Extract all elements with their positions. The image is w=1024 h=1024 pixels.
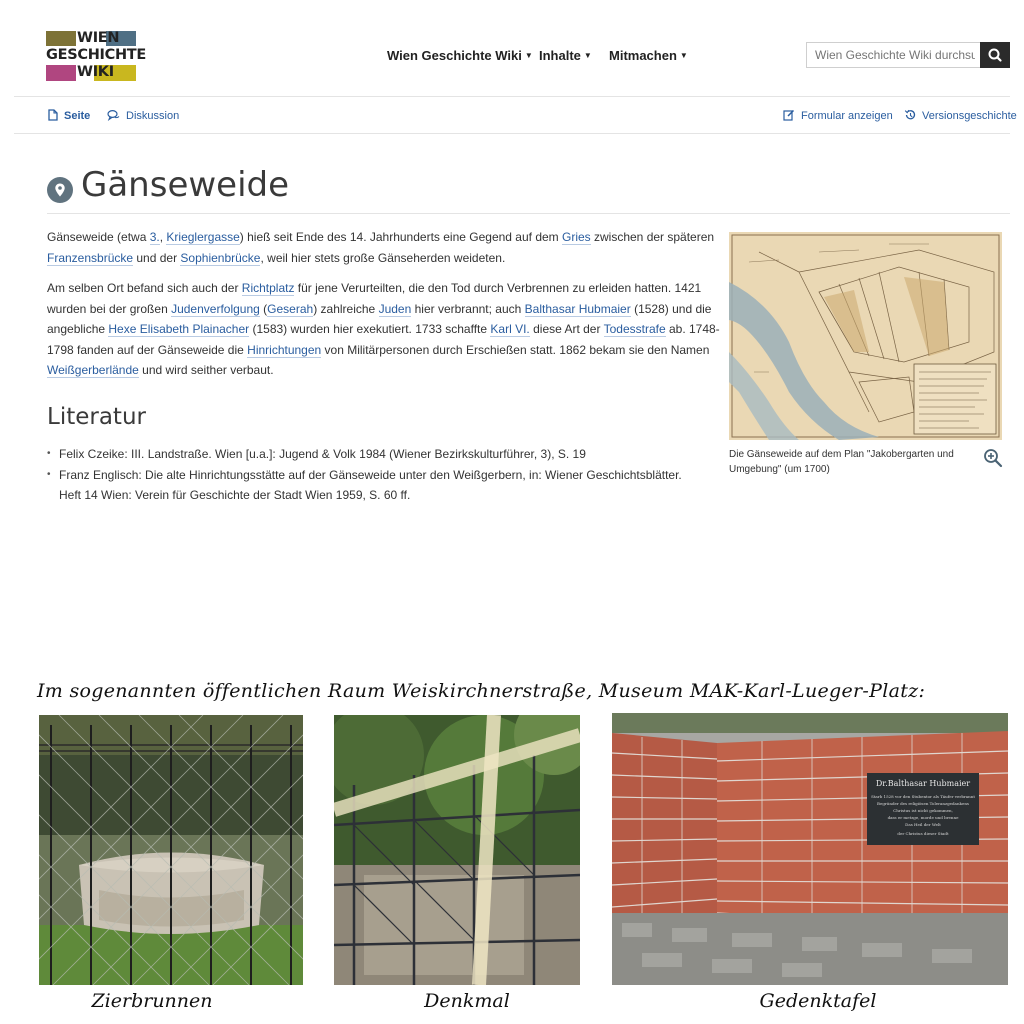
link-elisabeth-plainacher[interactable]: Hexe Elisabeth Plainacher: [108, 322, 250, 336]
text: , weil hier stets große Gänseherden weideten.: [260, 250, 506, 265]
history-link[interactable]: [904, 109, 1017, 122]
text: ab. 1748-1798 fanden auf der Gänseweide die: [47, 322, 720, 357]
logo-text-wien: WIEN: [77, 30, 120, 46]
history-label: Versionsgeschichte: [922, 110, 1017, 122]
photo-zierbrunnen-image: [39, 715, 303, 985]
photo-zierbrunnen[interactable]: [39, 715, 303, 985]
caption-denkmal: Denkmal: [424, 990, 510, 1012]
logo-text-wiki: WIKI: [77, 64, 114, 80]
text: und der: [133, 250, 181, 265]
text: hier verbrannt; auch: [411, 301, 525, 316]
link-gries[interactable]: Gries: [562, 230, 591, 244]
photo-gedenktafel[interactable]: [612, 713, 1008, 985]
link-franzensbruecke[interactable]: Franzensbrücke: [47, 250, 134, 265]
logo-block-olive: [46, 31, 76, 46]
logo-text-geschichte: GESCHICHTE: [46, 47, 146, 63]
page-icon: [48, 109, 58, 121]
tab-discussion[interactable]: [107, 109, 179, 122]
discussion-icon: [107, 109, 120, 121]
literature-list: [47, 444, 707, 506]
photo-denkmal-image: [334, 715, 580, 985]
link-weissgerberlaende[interactable]: Weißgerberlände: [47, 363, 139, 377]
photo-gedenktafel-image: [612, 713, 1008, 985]
literature-item: • Felix Czeike: III. Landstraße. Wien [u.a.]: Jugend & Volk 1984 (Wiener Bezirkskulturführer, 3), S. 19: [47, 444, 707, 465]
tab-discussion-label: Diskussion: [126, 110, 180, 122]
caret-down-icon: ▼: [524, 51, 533, 60]
link-juden[interactable]: Juden: [378, 301, 412, 316]
text: diese Art der: [529, 322, 604, 336]
link-karl-vi[interactable]: Karl VI.: [490, 322, 530, 336]
link-todesstrafe[interactable]: Todesstrafe: [603, 322, 666, 336]
plaque-title: Dr.Balthasar Hubmaier: [875, 779, 971, 788]
intro-paragraph: [47, 227, 727, 268]
logo-block-magenta: [46, 65, 76, 81]
plaque-line: Christus ist nicht gekommen,: [893, 808, 953, 813]
link-krieglergasse[interactable]: Krieglergasse: [166, 230, 240, 244]
nav-label: Wien Geschichte Wiki: [387, 48, 522, 63]
literature-heading: Literatur: [47, 404, 146, 430]
text: ) hieß seit Ende des 14. Jahrhunderts eine Gegend auf dem: [239, 230, 562, 244]
photo-denkmal[interactable]: [334, 715, 580, 985]
plaque-line: Starb 1528 vor den Stubentor als Täufer verbrannt: [871, 794, 975, 799]
text: zwischen der späteren: [590, 230, 715, 244]
text: und wird seither verbaut.: [138, 363, 274, 377]
text: (1583) wurden hier exekutiert. 1733 schaffte: [249, 322, 491, 336]
link-geserah[interactable]: Geserah: [267, 301, 314, 316]
location-pin-icon: [47, 177, 73, 203]
history-paragraph: [47, 278, 727, 381]
link-richtplatz[interactable]: Richtplatz: [241, 281, 295, 295]
literature-item: • Franz Englisch: Die alte Hinrichtungsstätte auf der Gänseweide unter den Weißgerbern, in: Wiener Geschichtsblätter. Heft 14 Wien: Verein für Geschichte der Stadt Wien 1959, S. 60 ff.: [47, 465, 707, 506]
text: ) zahlreiche: [313, 301, 379, 316]
text: (: [259, 301, 268, 316]
search-button[interactable]: [980, 42, 1010, 68]
nav-mitmachen[interactable]: [609, 48, 688, 63]
nav-label: Inhalte: [539, 48, 581, 63]
history-icon: [904, 109, 916, 121]
page-title: Gänseweide: [81, 165, 290, 205]
zoom-in-icon[interactable]: [983, 448, 1003, 468]
subnav-divider: [14, 133, 1010, 134]
map-caption: Die Gänseweide auf dem Plan "Jakobergarten und Umgebung" (um 1700): [729, 449, 954, 475]
form-view-label: Formular anzeigen: [801, 110, 893, 122]
plaque-line: der Christus dieser Stadt: [897, 831, 949, 836]
historic-map-image[interactable]: [729, 232, 1002, 440]
header-divider: [14, 96, 1010, 97]
edit-icon: [783, 109, 795, 121]
form-view-link[interactable]: [783, 109, 893, 122]
link-hinrichtungen[interactable]: Hinrichtungen: [247, 342, 322, 357]
caret-down-icon: ▼: [679, 51, 688, 60]
text: ,: [159, 230, 167, 244]
title-divider: [47, 213, 1010, 214]
caption-gedenktafel: Gedenktafel: [759, 990, 877, 1012]
caret-down-icon: ▼: [583, 51, 592, 60]
caption-zierbrunnen: Zierbrunnen: [91, 990, 213, 1012]
text: Gänseweide (etwa: [47, 230, 150, 244]
plaque-line: Das Heil der Welt: [905, 822, 941, 827]
link-judenverfolgung[interactable]: Judenverfolgung: [171, 301, 260, 316]
text: von Militärpersonen durch Erschießen statt. 1862 bekam sie den Namen: [321, 342, 710, 357]
link-sophienbruecke[interactable]: Sophienbrücke: [180, 250, 261, 265]
text: (1528) und die angebliche: [47, 301, 712, 336]
text: für jene Verurteilten, die den Tod durch Verbrennen zu erleiden hatten. 1421 wurden bei der großen: [47, 281, 702, 316]
search-icon: [980, 42, 1010, 68]
photo-section-heading: Im sogenannten öffentlichen Raum Weiskirchnerstraße, Museum MAK-Karl-Lueger-Platz:: [37, 680, 926, 702]
tab-page-label: Seite: [64, 110, 91, 122]
nav-label: Mitmachen: [609, 48, 677, 63]
search-input[interactable]: [815, 44, 975, 66]
text: Am selben Ort befand sich auch der: [47, 281, 242, 295]
nav-wien-geschichte-wiki[interactable]: [387, 48, 533, 63]
search-box: [806, 42, 980, 68]
site-logo[interactable]: [46, 30, 146, 81]
tab-page[interactable]: [48, 109, 90, 122]
plaque-line: Begründer des religiösen Toleranzgedankens: [877, 801, 969, 806]
plaque-line: dass er metzge, morde und brenne: [887, 815, 959, 820]
link-balthasar-hubmaier[interactable]: Balthasar Hubmaier: [524, 301, 631, 316]
link-district-3[interactable]: 3.: [149, 230, 160, 244]
nav-inhalte[interactable]: [539, 48, 592, 63]
